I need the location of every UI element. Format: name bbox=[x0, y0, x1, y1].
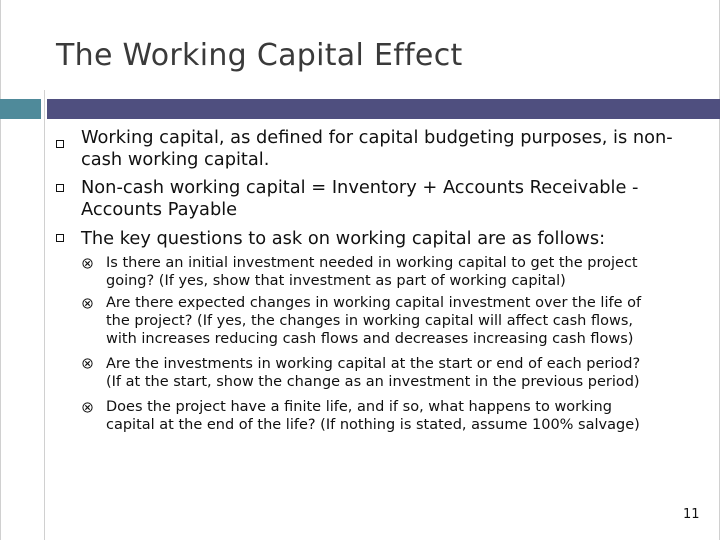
sub-bullet-line: capital at the end of the life? (If nothing is stated, assume 100% salvage) bbox=[106, 417, 640, 433]
sub-bullet-line: Is there an initial investment needed in working capital to get the project bbox=[106, 255, 638, 271]
sub-bullet-line: (If at the start, show the change as an investment in the previous period) bbox=[106, 374, 640, 390]
square-bullet-icon bbox=[56, 184, 64, 192]
circle-x-bullet-icon bbox=[82, 298, 93, 309]
accent-bar bbox=[47, 99, 720, 119]
sub-bullet-line: with increases reducing cash flows and decreases increasing cash flows) bbox=[106, 331, 634, 347]
slide-title: The Working Capital Effect bbox=[56, 38, 463, 73]
page-number: 11 bbox=[683, 507, 700, 522]
bullet-line: Non-cash working capital = Inventory + Accounts Receivable - bbox=[81, 177, 639, 198]
square-bullet-icon bbox=[56, 140, 64, 148]
sub-bullet-line: going? (If yes, show that investment as part of working capital) bbox=[106, 273, 566, 289]
sub-bullet-line: Does the project have a finite life, and if so, what happens to working bbox=[106, 399, 612, 415]
circle-x-bullet-icon bbox=[82, 258, 93, 269]
bullet-line: The key questions to ask on working capital are as follows: bbox=[81, 228, 606, 249]
circle-x-bullet-icon bbox=[82, 358, 93, 369]
bullet-line: Working capital, as defined for capital budgeting purposes, is non- bbox=[81, 127, 673, 148]
bullet-line: cash working capital. bbox=[81, 149, 270, 170]
sub-bullet-line: Are there expected changes in working capital investment over the life of bbox=[106, 295, 642, 311]
square-bullet-icon bbox=[56, 234, 64, 242]
accent-block bbox=[0, 99, 41, 119]
sub-bullet-line: Are the investments in working capital at the start or end of each period? bbox=[106, 356, 641, 372]
circle-x-bullet-icon bbox=[82, 402, 93, 413]
left-rule bbox=[44, 90, 45, 540]
sub-bullet-line: the project? (If yes, the changes in working capital will affect cash flows, bbox=[106, 313, 633, 329]
bullet-line: Accounts Payable bbox=[81, 199, 238, 220]
